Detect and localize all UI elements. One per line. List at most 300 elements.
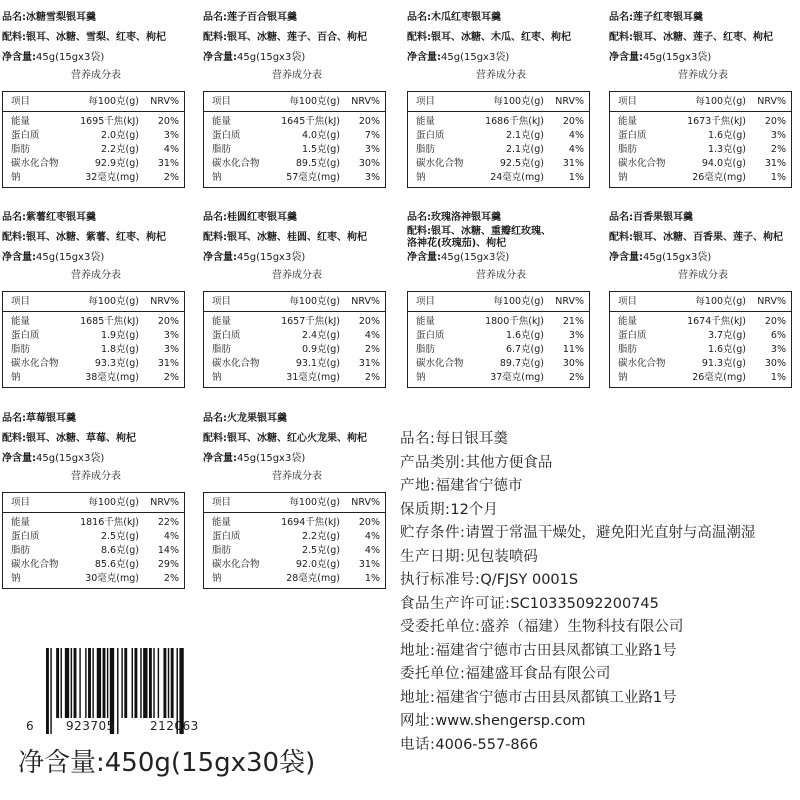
nutrient-nrv: 3% xyxy=(163,344,179,355)
ingredients-value: 银耳、冰糖、雪梨、红枣、枸杞 xyxy=(26,32,166,43)
nutrient-amount: 2.4克(g) xyxy=(301,330,340,341)
spacer xyxy=(407,44,595,52)
table-row xyxy=(212,357,381,371)
nutrient-name: 钠 xyxy=(618,372,628,383)
nutrient-amount: 24毫克(mg) xyxy=(490,172,544,183)
nutrient-amount: 1686千焦(kJ) xyxy=(485,116,544,127)
nutrient-amount: 1645千焦(kJ) xyxy=(281,116,340,127)
nutrient-name: 蛋白质 xyxy=(416,130,445,141)
nutrient-nrv: 3% xyxy=(364,144,380,155)
product-net-content xyxy=(203,52,391,64)
ingredients-value: 银耳、冰糖、莲子、红枣、枸杞 xyxy=(633,32,773,43)
nutrition-table-body xyxy=(610,112,791,187)
spacer xyxy=(609,44,797,52)
nutrition-table xyxy=(407,291,590,388)
spacer xyxy=(609,24,797,32)
barcode-bar xyxy=(124,648,127,718)
column-header-nrv: NRV% xyxy=(150,497,179,508)
column-header-per-100g: 每100克(g) xyxy=(289,497,340,508)
info-value: 福建盛耳食品有限公司 xyxy=(465,666,611,682)
nutrient-name: 蛋白质 xyxy=(618,130,647,141)
net-content-label: 净含量: xyxy=(2,52,36,63)
table-row xyxy=(11,329,180,343)
info-row xyxy=(400,593,800,617)
table-row xyxy=(416,157,585,171)
nutrition-table-body xyxy=(408,112,589,187)
barcode-bar xyxy=(71,648,72,718)
spacer xyxy=(2,244,190,252)
info-value: SC10335092200745 xyxy=(510,595,659,612)
nutrient-name: 碳水化合物 xyxy=(11,158,59,169)
product-net-content xyxy=(2,252,190,264)
barcode-bar xyxy=(163,648,166,718)
nutrient-amount: 6.7克(g) xyxy=(505,344,544,355)
nutrient-nrv: 7% xyxy=(364,130,380,141)
product-net-content xyxy=(2,52,190,64)
product-name xyxy=(203,212,391,224)
nutrition-table-title: 营养成分表 xyxy=(71,70,121,81)
product-card xyxy=(609,212,797,388)
barcode-bar xyxy=(107,648,108,718)
nutrition-table xyxy=(609,91,792,188)
ingredients-value: 银耳、冰糖、桂圆、红枣、枸杞 xyxy=(227,232,367,243)
info-value: 福建省宁德市古田县凤都镇工业路1号 xyxy=(435,642,677,659)
spacer xyxy=(203,224,391,232)
table-row xyxy=(11,371,180,385)
spacer xyxy=(2,44,190,52)
nutrient-nrv: 31% xyxy=(562,158,584,169)
barcode-bar xyxy=(88,648,91,718)
nutrient-name: 能量 xyxy=(11,316,31,327)
table-row xyxy=(618,157,787,171)
nutrient-name: 碳水化合物 xyxy=(212,158,260,169)
barcode-bar xyxy=(97,648,101,718)
info-key: 品名: xyxy=(400,431,436,447)
nutrient-name: 碳水化合物 xyxy=(618,358,666,369)
column-header-nrv: NRV% xyxy=(757,96,786,107)
column-header-nrv: NRV% xyxy=(555,96,584,107)
spacer xyxy=(609,244,797,252)
product-net-content xyxy=(203,252,391,264)
nutrient-amount: 1.3克(g) xyxy=(707,144,746,155)
nutrient-nrv: 1% xyxy=(770,372,786,383)
spacer xyxy=(609,224,797,232)
table-row xyxy=(618,171,787,185)
ingredients-value: 银耳、冰糖、木瓜、红枣、枸杞 xyxy=(431,32,571,43)
info-row xyxy=(400,499,800,523)
column-header-item: 项目 xyxy=(11,497,31,508)
info-row xyxy=(400,640,800,664)
column-header-per-100g: 每100克(g) xyxy=(493,296,544,307)
nutrient-amount: 8.6克(g) xyxy=(100,545,139,556)
nutrient-name: 能量 xyxy=(618,116,638,127)
nutrient-amount: 57毫克(mg) xyxy=(286,172,340,183)
nutrition-table-body xyxy=(204,513,385,588)
info-value: 福建省宁德市 xyxy=(435,478,523,494)
product-name xyxy=(203,12,391,24)
info-key: 生产日期: xyxy=(400,548,466,565)
nutrition-table-header xyxy=(408,92,589,112)
product-card xyxy=(2,12,190,188)
nutrient-name: 脂肪 xyxy=(11,545,31,556)
nutrient-name: 脂肪 xyxy=(618,344,638,355)
table-row xyxy=(212,157,381,171)
nutrient-name: 蛋白质 xyxy=(212,330,241,341)
nutrient-nrv: 4% xyxy=(163,144,179,155)
nutrient-name: 碳水化合物 xyxy=(212,358,260,369)
nutrition-table-title: 营养成分表 xyxy=(71,270,121,281)
info-row xyxy=(400,522,800,546)
product-net-content xyxy=(407,252,595,264)
net-content-label: 净含量: xyxy=(609,52,643,63)
info-row xyxy=(400,687,800,711)
nutrition-table xyxy=(2,492,185,589)
net-content-label: 净含量: xyxy=(609,252,643,263)
product-ingredients xyxy=(407,32,595,44)
product-name xyxy=(2,12,190,24)
spacer xyxy=(203,44,391,52)
nutrient-nrv: 3% xyxy=(163,130,179,141)
nutrition-table-header xyxy=(3,292,184,312)
table-row xyxy=(416,143,585,157)
table-row xyxy=(416,343,585,357)
table-row xyxy=(416,371,585,385)
table-row xyxy=(416,129,585,143)
ingredients-value: 银耳、冰糖、重瓣红玫瑰、洛神花(玫瑰茄)、枸杞 xyxy=(407,226,551,249)
net-content-value: 45g(15gx3袋) xyxy=(237,252,306,263)
barcode-bar xyxy=(134,648,137,718)
product-name-value: 莲子红枣银耳羹 xyxy=(633,12,703,23)
ingredients-value: 银耳、冰糖、紫薯、红枣、枸杞 xyxy=(26,232,166,243)
nutrient-nrv: 2% xyxy=(568,372,584,383)
nutrient-nrv: 22% xyxy=(157,517,179,528)
barcode-bar xyxy=(168,648,169,718)
ingredients-label: 配料: xyxy=(2,433,26,444)
product-ingredients xyxy=(407,226,557,250)
column-header-nrv: NRV% xyxy=(351,296,380,307)
product-net-content xyxy=(609,252,797,264)
nutrient-nrv: 1% xyxy=(770,172,786,183)
nutrient-amount: 30毫克(mg) xyxy=(85,573,139,584)
nutrient-nrv: 2% xyxy=(163,372,179,383)
nutrition-table-body xyxy=(610,312,791,387)
info-value: 其他方便食品 xyxy=(465,454,553,471)
nutrition-table xyxy=(2,91,185,188)
net-content-value: 45g(15gx3袋) xyxy=(36,453,105,464)
nutrient-amount: 0.9克(g) xyxy=(301,344,340,355)
nutrient-amount: 1673千焦(kJ) xyxy=(687,116,746,127)
column-header-per-100g: 每100克(g) xyxy=(289,296,340,307)
barcode-bar xyxy=(171,648,174,718)
product-name xyxy=(407,12,595,24)
table-row xyxy=(11,143,180,157)
table-row xyxy=(212,516,381,530)
net-content-value: 45g(15gx3袋) xyxy=(36,52,105,63)
info-row xyxy=(400,710,800,734)
nutrient-amount: 1.8克(g) xyxy=(100,344,139,355)
nutrient-nrv: 6% xyxy=(770,330,786,341)
product-name-label: 品名: xyxy=(407,12,431,23)
nutrient-name: 能量 xyxy=(212,517,232,528)
nutrient-name: 碳水化合物 xyxy=(416,158,464,169)
table-row xyxy=(11,315,180,329)
nutrient-amount: 2.5克(g) xyxy=(100,531,139,542)
column-header-item: 项目 xyxy=(416,96,436,107)
nutrient-amount: 3.7克(g) xyxy=(707,330,746,341)
info-key: 地址: xyxy=(400,642,436,659)
table-row xyxy=(212,171,381,185)
column-header-nrv: NRV% xyxy=(555,296,584,307)
product-card xyxy=(2,413,190,589)
ingredients-label: 配料: xyxy=(203,32,227,43)
ingredients-label: 配料: xyxy=(203,232,227,243)
net-content-label: 净含量: xyxy=(203,52,237,63)
nutrient-nrv: 2% xyxy=(364,372,380,383)
product-name xyxy=(609,12,797,24)
nutrient-amount: 2.1克(g) xyxy=(505,144,544,155)
nutrient-amount: 1.6克(g) xyxy=(707,344,746,355)
table-row xyxy=(212,115,381,129)
nutrient-amount: 1.9克(g) xyxy=(100,330,139,341)
table-row xyxy=(618,329,787,343)
table-row xyxy=(416,329,585,343)
nutrient-name: 蛋白质 xyxy=(618,330,647,341)
product-name-label: 品名: xyxy=(2,413,26,424)
product-ingredients xyxy=(203,32,391,44)
net-content-value: 45g(15gx3袋) xyxy=(36,252,105,263)
total-net-content: 净含量:450g(15gx30袋) xyxy=(18,748,316,778)
info-key: 网址: xyxy=(400,713,436,729)
nutrient-amount: 1695千焦(kJ) xyxy=(80,116,139,127)
nutrient-name: 能量 xyxy=(416,116,436,127)
nutrient-amount: 26毫克(mg) xyxy=(692,172,746,183)
column-header-nrv: NRV% xyxy=(150,296,179,307)
nutrient-nrv: 4% xyxy=(364,330,380,341)
nutrient-name: 蛋白质 xyxy=(416,330,445,341)
table-row xyxy=(416,357,585,371)
product-net-content xyxy=(407,52,595,64)
nutrition-table-header xyxy=(3,493,184,513)
nutrient-amount: 93.1克(g) xyxy=(295,358,340,369)
table-row xyxy=(11,572,180,586)
info-key: 地址: xyxy=(400,689,436,706)
info-key: 食品生产许可证: xyxy=(400,595,511,612)
nutrient-name: 蛋白质 xyxy=(11,330,40,341)
net-content-label: 净含量: xyxy=(203,453,237,464)
column-header-nrv: NRV% xyxy=(757,296,786,307)
nutrition-table-body xyxy=(408,312,589,387)
ingredients-label: 配料: xyxy=(407,226,431,237)
table-row xyxy=(618,357,787,371)
nutrient-amount: 2.0克(g) xyxy=(100,130,139,141)
table-row xyxy=(212,530,381,544)
nutrient-name: 脂肪 xyxy=(416,344,436,355)
nutrient-nrv: 4% xyxy=(364,545,380,556)
nutrient-name: 脂肪 xyxy=(212,144,232,155)
nutrient-amount: 1816千焦(kJ) xyxy=(80,517,139,528)
product-ingredients xyxy=(2,232,190,244)
nutrient-name: 碳水化合物 xyxy=(11,559,59,570)
nutrient-amount: 1674千焦(kJ) xyxy=(687,316,746,327)
info-value: 4006-557-866 xyxy=(435,736,539,753)
info-row xyxy=(400,663,800,687)
table-row xyxy=(618,371,787,385)
nutrient-name: 碳水化合物 xyxy=(11,358,59,369)
nutrition-table-title: 营养成分表 xyxy=(678,270,728,281)
table-row xyxy=(618,129,787,143)
product-name-value: 木瓜红枣银耳羹 xyxy=(431,12,501,23)
product-name-value: 紫薯红枣银耳羹 xyxy=(26,212,96,223)
product-card xyxy=(407,12,595,188)
info-value: www.shengersp.com xyxy=(435,713,586,729)
info-value: 见包装喷码 xyxy=(465,548,538,565)
nutrition-table-header xyxy=(204,92,385,112)
nutrient-nrv: 30% xyxy=(562,358,584,369)
nutrient-amount: 2.2克(g) xyxy=(301,531,340,542)
barcode-bar xyxy=(153,648,154,718)
column-header-per-100g: 每100克(g) xyxy=(88,497,139,508)
info-key: 产品类别: xyxy=(400,454,466,471)
product-name-label: 品名: xyxy=(203,413,227,424)
nutrient-name: 脂肪 xyxy=(212,344,232,355)
info-key: 产地: xyxy=(400,478,436,494)
nutrient-amount: 94.0克(g) xyxy=(701,158,746,169)
nutrient-nrv: 1% xyxy=(568,172,584,183)
barcode-left-group: 923705 xyxy=(66,719,115,733)
nutrient-nrv: 20% xyxy=(358,517,380,528)
nutrition-table xyxy=(407,91,590,188)
nutrient-name: 蛋白质 xyxy=(212,531,241,542)
nutrient-amount: 92.9克(g) xyxy=(94,158,139,169)
barcode-bar xyxy=(85,648,86,718)
product-card xyxy=(407,212,595,388)
product-name xyxy=(2,413,190,425)
nutrient-amount: 4.0克(g) xyxy=(301,130,340,141)
barcode-bar xyxy=(56,648,59,718)
table-row xyxy=(11,171,180,185)
nutrient-nrv: 20% xyxy=(358,316,380,327)
product-name-value: 玫瑰洛神银耳羹 xyxy=(431,212,501,223)
table-row xyxy=(212,343,381,357)
nutrient-nrv: 31% xyxy=(358,358,380,369)
barcode-bar xyxy=(149,648,152,718)
barcode-bar xyxy=(92,648,93,718)
nutrient-name: 蛋白质 xyxy=(212,130,241,141)
product-name-label: 品名: xyxy=(2,212,26,223)
column-header-item: 项目 xyxy=(11,296,31,307)
nutrient-name: 钠 xyxy=(416,172,426,183)
nutrient-nrv: 20% xyxy=(562,116,584,127)
spacer xyxy=(2,425,190,433)
table-row xyxy=(11,343,180,357)
product-name xyxy=(203,413,391,425)
nutrient-amount: 85.6克(g) xyxy=(94,559,139,570)
nutrient-amount: 28毫克(mg) xyxy=(286,573,340,584)
nutrition-table-header xyxy=(610,92,791,112)
nutrition-table-title: 营养成分表 xyxy=(71,471,121,482)
table-row xyxy=(11,558,180,572)
info-value: Q/FJSY 0001S xyxy=(480,572,579,588)
net-content-value: 45g(15gx3袋) xyxy=(237,52,306,63)
barcode-bar xyxy=(61,648,62,718)
info-row xyxy=(400,475,800,499)
column-header-per-100g: 每100克(g) xyxy=(88,96,139,107)
nutrient-amount: 2.1克(g) xyxy=(505,130,544,141)
nutrient-amount: 2.2克(g) xyxy=(100,144,139,155)
table-row xyxy=(618,315,787,329)
nutrient-nrv: 3% xyxy=(770,130,786,141)
table-row xyxy=(618,343,787,357)
net-content-value: 45g(15gx3袋) xyxy=(643,52,712,63)
nutrient-name: 碳水化合物 xyxy=(212,559,260,570)
table-row xyxy=(212,558,381,572)
product-card xyxy=(203,12,391,188)
table-row xyxy=(11,129,180,143)
column-header-nrv: NRV% xyxy=(351,96,380,107)
nutrient-name: 脂肪 xyxy=(11,344,31,355)
info-key: 执行标准号: xyxy=(400,572,481,588)
spacer xyxy=(203,445,391,453)
table-row xyxy=(11,157,180,171)
barcode-bar xyxy=(121,648,122,718)
nutrient-nrv: 11% xyxy=(562,344,584,355)
net-content-label: 净含量: xyxy=(2,453,36,464)
net-content-value: 45g(15gx3袋) xyxy=(441,252,510,263)
product-name-value: 草莓银耳羹 xyxy=(26,413,76,424)
net-content-label: 净含量: xyxy=(407,52,441,63)
nutrient-nrv: 2% xyxy=(364,344,380,355)
barcode-bar xyxy=(140,648,141,718)
nutrient-name: 碳水化合物 xyxy=(618,158,666,169)
nutrient-nrv: 20% xyxy=(764,316,786,327)
nutrient-nrv: 30% xyxy=(764,358,786,369)
product-name-value: 百香果银耳羹 xyxy=(633,212,693,223)
nutrient-nrv: 14% xyxy=(157,545,179,556)
info-value: 每日银耳羹 xyxy=(435,431,508,447)
product-name-value: 冰糖雪梨银耳羹 xyxy=(26,12,96,23)
ingredients-value: 银耳、冰糖、草莓、枸杞 xyxy=(26,433,136,444)
product-ingredients xyxy=(203,433,391,445)
nutrition-table-header xyxy=(204,292,385,312)
spacer xyxy=(407,24,595,32)
product-net-content xyxy=(609,52,797,64)
table-row xyxy=(212,371,381,385)
nutrient-amount: 26毫克(mg) xyxy=(692,372,746,383)
info-row xyxy=(400,569,800,593)
nutrient-name: 碳水化合物 xyxy=(416,358,464,369)
nutrition-table-body xyxy=(3,513,184,588)
info-key: 电话: xyxy=(400,736,436,753)
table-row xyxy=(11,357,180,371)
table-row xyxy=(212,544,381,558)
info-row xyxy=(400,452,800,476)
nutrient-amount: 89.7克(g) xyxy=(499,358,544,369)
nutrient-name: 钠 xyxy=(11,172,21,183)
table-row xyxy=(11,115,180,129)
nutrient-name: 钠 xyxy=(212,172,222,183)
product-name-label: 品名: xyxy=(609,212,633,223)
nutrient-name: 脂肪 xyxy=(11,144,31,155)
product-card xyxy=(609,12,797,188)
nutrient-amount: 2.5克(g) xyxy=(301,545,340,556)
nutrition-table-title: 营养成分表 xyxy=(272,270,322,281)
spacer xyxy=(2,445,190,453)
net-content-value: 45g(15gx3袋) xyxy=(643,252,712,263)
nutrition-table-header xyxy=(204,493,385,513)
nutrition-table-title: 营养成分表 xyxy=(476,70,526,81)
nutrition-table-body xyxy=(204,112,385,187)
column-header-nrv: NRV% xyxy=(150,96,179,107)
